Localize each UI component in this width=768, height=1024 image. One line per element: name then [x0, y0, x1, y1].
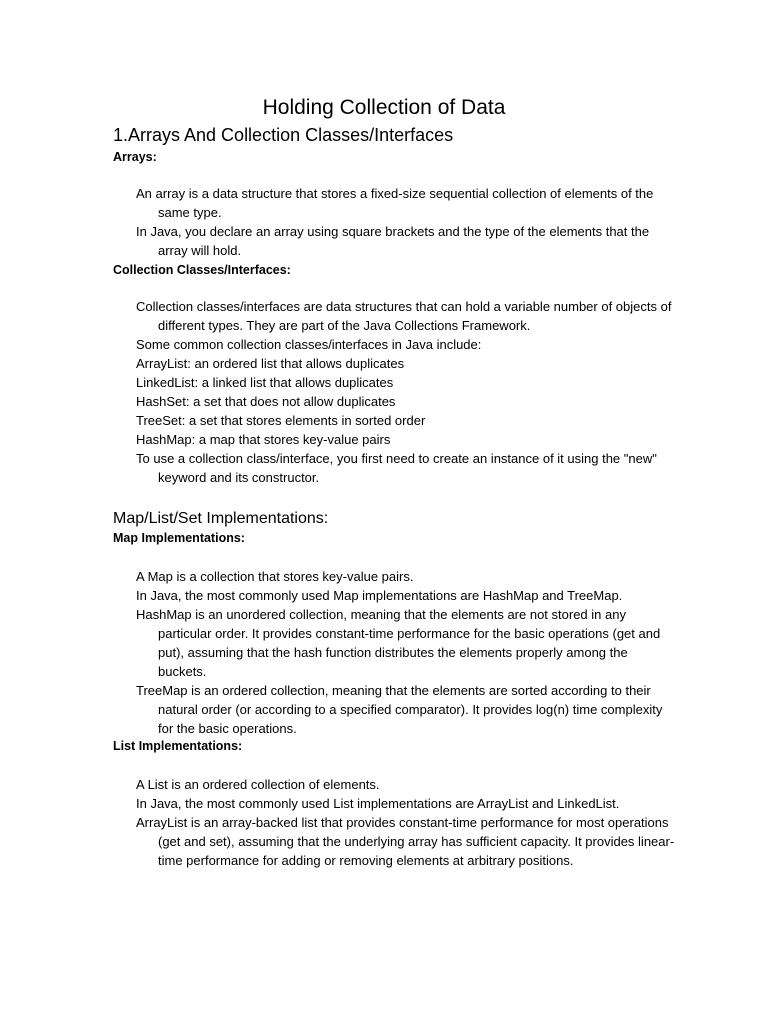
list-item: TreeMap is an ordered collection, meaning that the elements are sorted according to their natural order (or according to a specified comparator). It provides log(n) time complexity for the basic operations.: [136, 683, 663, 736]
subheading-map-implementations: Map Implementations:: [113, 531, 245, 545]
page-title: Holding Collection of Data: [262, 96, 506, 119]
list-item: In Java, the most commonly used List implementations are ArrayList and LinkedList.: [136, 796, 620, 811]
list-item: HashSet: a set that does not allow duplicates: [136, 394, 396, 409]
list-item: An array is a data structure that stores a fixed-size sequential collection of elements of the same type.: [136, 186, 654, 220]
list-item: HashMap is an unordered collection, meaning that the elements are not stored in any particular order. It provides constant-time performance for the basic operations (get and put), assuming that the hash function distributes the elements properly among the buckets.: [136, 607, 661, 679]
subheading-arrays: Arrays:: [113, 150, 157, 164]
list-item: In Java, you declare an array using square brackets and the type of the elements that the array will hold.: [136, 224, 650, 258]
list-item: To use a collection class/interface, you first need to create an instance of it using the "new" keyword and its constructor.: [136, 451, 657, 485]
list-item: HashMap: a map that stores key-value pairs: [136, 432, 391, 447]
subheading-collection-classes: Collection Classes/Interfaces:: [113, 263, 291, 277]
map-list: [136, 567, 676, 738]
list-item: LinkedList: a linked list that allows duplicates: [136, 375, 394, 390]
section-heading-arrays-collections: 1.Arrays And Collection Classes/Interfaces: [113, 125, 454, 145]
list-item: TreeSet: a set that stores elements in sorted order: [136, 413, 426, 428]
list-item: A List is an ordered collection of elements.: [136, 777, 380, 792]
list-implementations-list: [136, 775, 676, 870]
arrays-list: [136, 184, 676, 260]
collections-list: [136, 297, 676, 487]
list-item: In Java, the most commonly used Map implementations are HashMap and TreeMap.: [136, 588, 623, 603]
section-heading-implementations: Map/List/Set Implementations:: [113, 510, 329, 527]
list-item: A Map is a collection that stores key-value pairs.: [136, 569, 414, 584]
subheading-list-implementations: List Implementations:: [113, 739, 243, 753]
list-item: ArrayList is an array-backed list that provides constant-time performance for most operations (get and set), assuming that the underlying array has sufficient capacity. It provides linear-time performance for adding or removing elements at arbitrary positions.: [136, 815, 675, 868]
list-item: Some common collection classes/interfaces in Java include:: [136, 337, 482, 352]
list-item: ArrayList: an ordered list that allows duplicates: [136, 356, 405, 371]
list-item: Collection classes/interfaces are data structures that can hold a variable number of objects of different types. They are part of the Java Collections Framework.: [136, 299, 672, 333]
